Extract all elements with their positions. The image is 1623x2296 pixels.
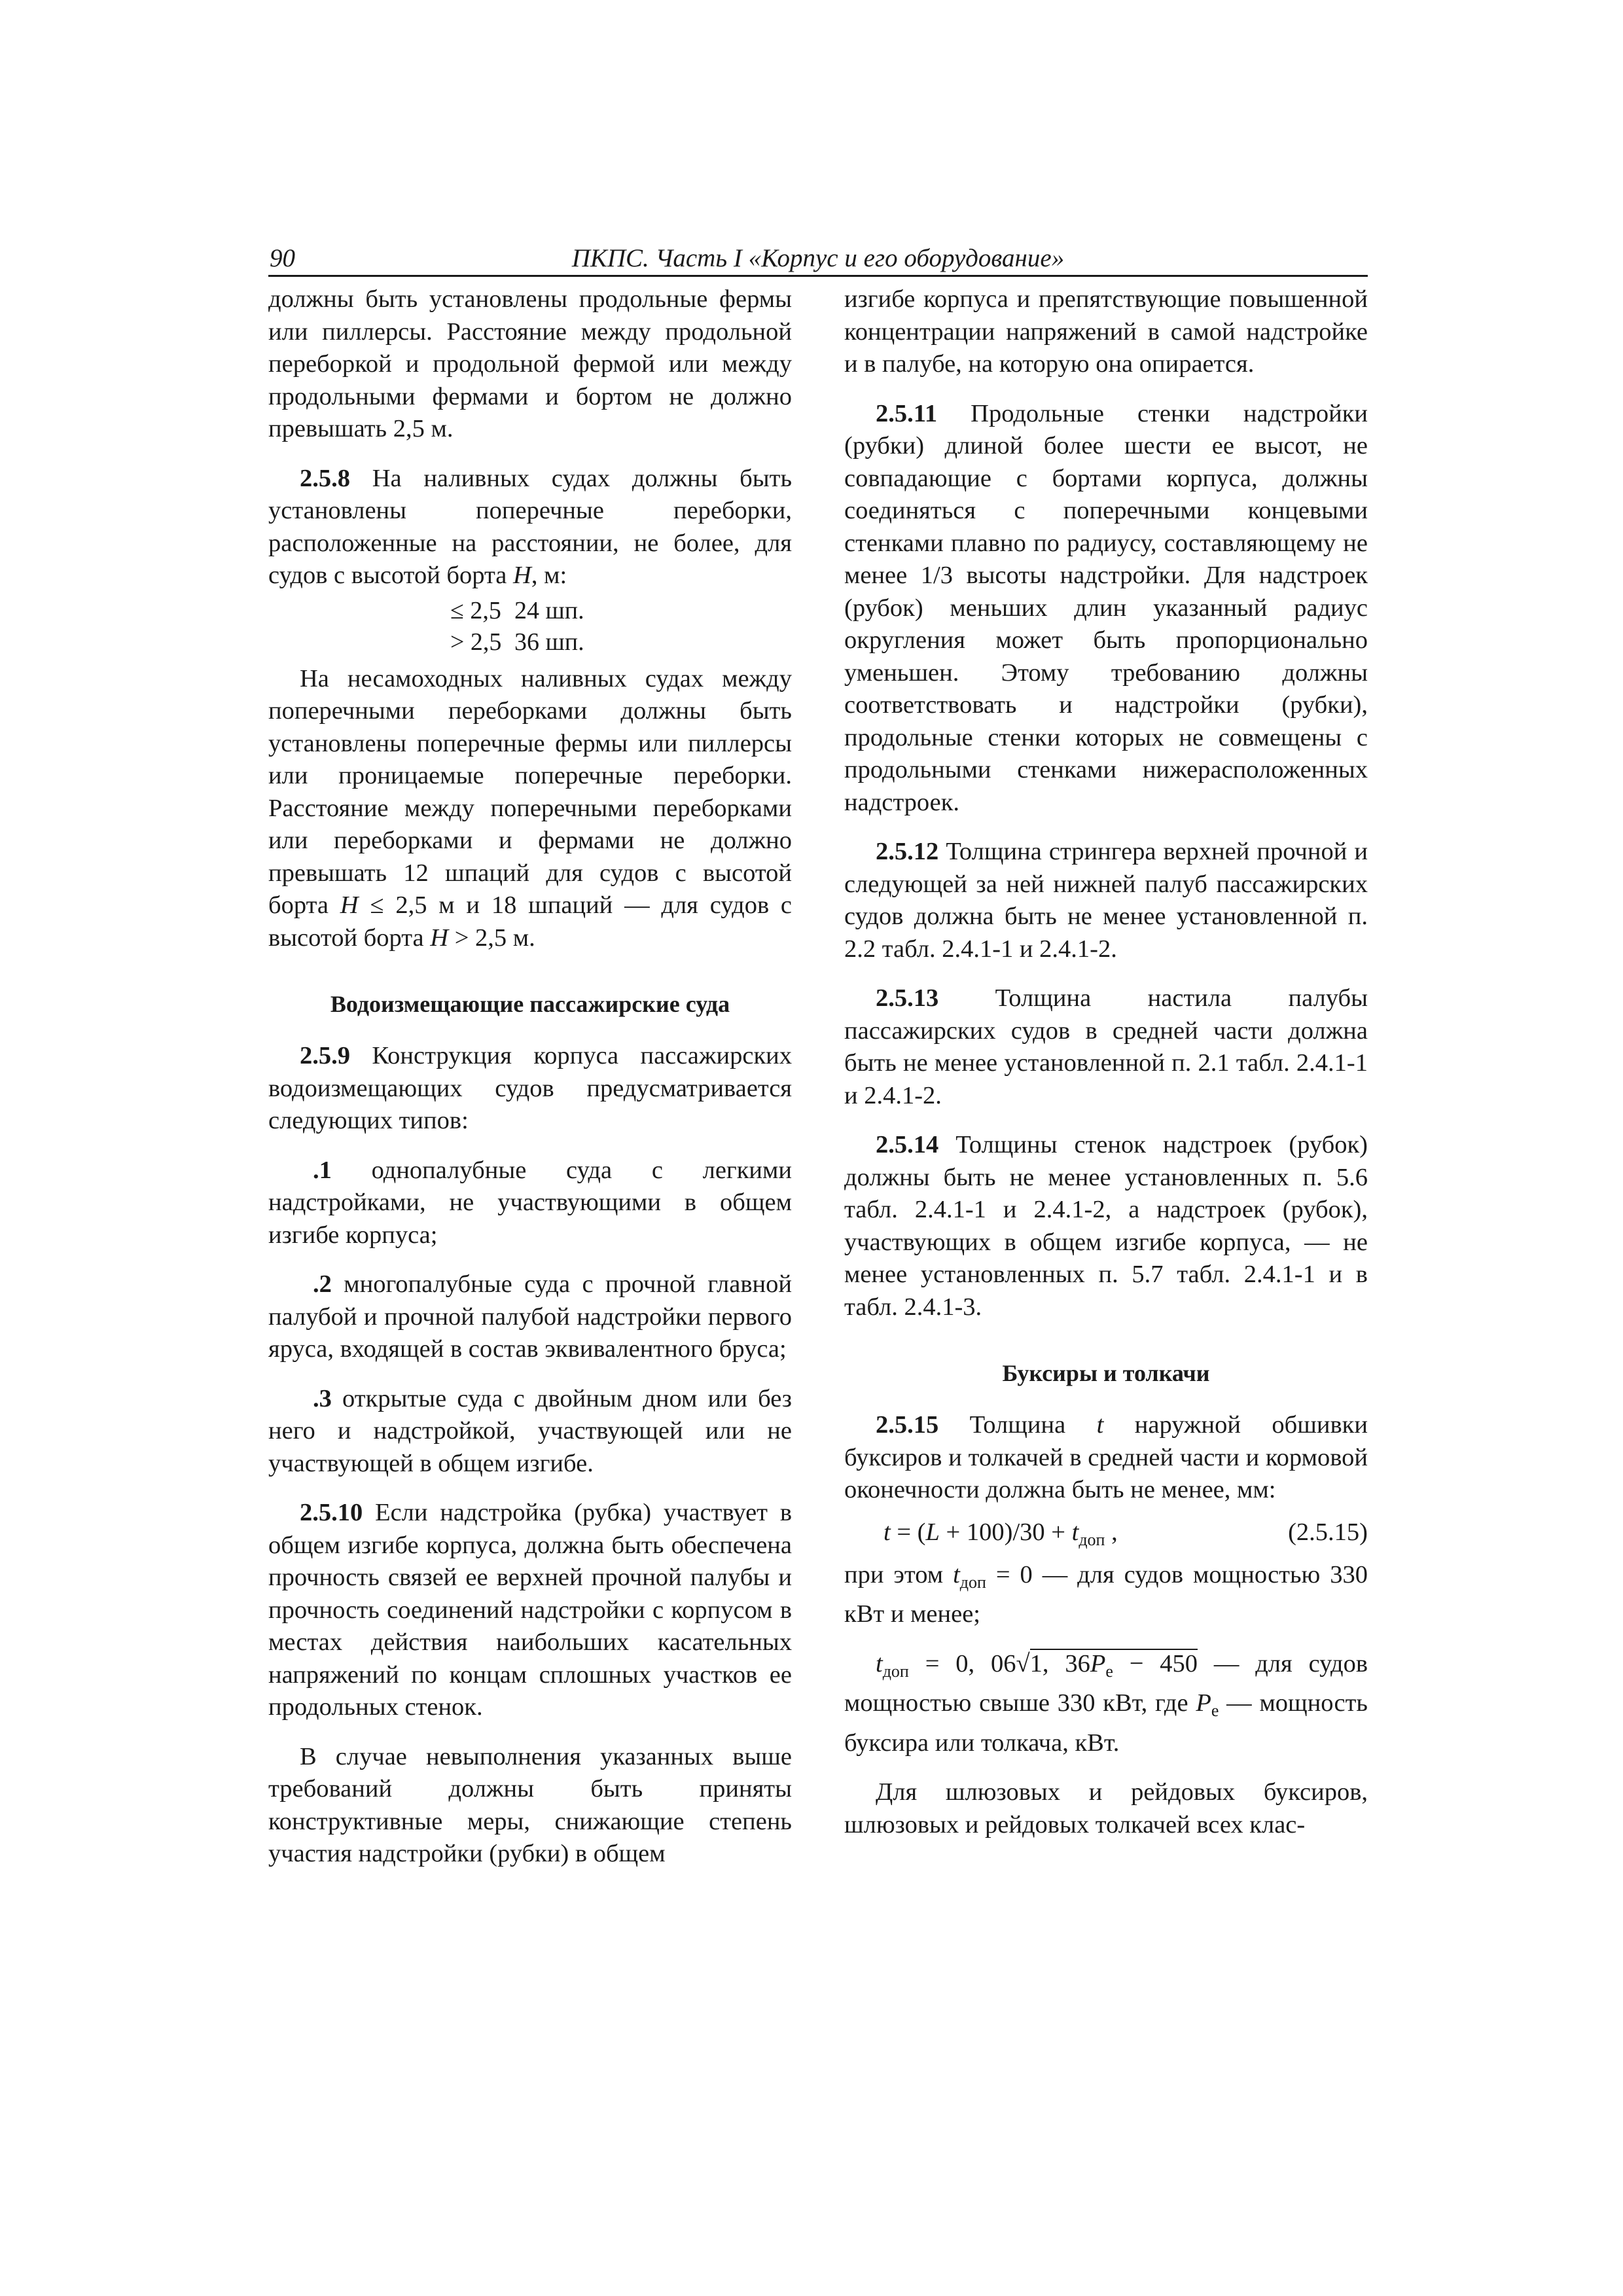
bulkhead-spacing-list [268, 595, 792, 658]
square-root-icon: √ [1016, 1649, 1030, 1677]
list-item: .1 однопалубные суда с легкими надстройками, не участвующими в общем изгибе корпуса; [268, 1156, 792, 1249]
section-number: 2.5.11 [876, 399, 938, 427]
paragraph: при этом $t_{доп} = 0$ — для судов мощностью 330 кВт и менее; [844, 1560, 1368, 1628]
paragraph: изгибе корпуса и препятствующие повышенной концентрации напряжений в самой надстройке и в палубе, на которую она опирается. [844, 285, 1368, 378]
section-number: 2.5.13 [876, 984, 939, 1012]
page-header [268, 243, 1368, 277]
page-number: 90 [270, 244, 295, 272]
paragraph: Для шлюзовых и рейдовых буксиров, шлюзовых и рейдовых толкачей всех клас- [844, 1778, 1368, 1839]
paragraph-2-5-15: 2.5.15 Толщина t наружной обшивки буксиров и толкачей в средней части и кормовой оконечности должна быть не менее, мм: [844, 1411, 1368, 1503]
section-number: 2.5.8 [300, 464, 350, 492]
paragraph-2-5-13: 2.5.13 Толщина настила палубы пассажирских судов в средней части должна быть не менее установленной п. 2.1 табл. 2.4.1-1 и 2.4.1-2. [844, 984, 1368, 1109]
section-number: 2.5.9 [300, 1042, 350, 1069]
formula-2-5-15 [844, 1516, 1368, 1552]
paragraph-2-5-8: 2.5.8 На наливных судах должны быть установлены поперечные переборки, расположенные на расстоянии, не более, для судов с высотой борта H, м: [268, 464, 792, 589]
paragraph: На несамоходных наливных судах между поперечными переборками должны быть установлены поперечные фермы или пиллерсы или проницаемые поперечные переборки. Расстояние между поперечными переборками или переборками и фермами не должно превышать 12 шпаций для судов с высотой борта H ≤ 2,5 м и 18 шпаций — для судов с высотой борта H > 2,5 м. [268, 664, 793, 952]
section-heading: Буксиры и толкачи [1002, 1360, 1210, 1386]
paragraph-2-5-11: 2.5.11 Продольные стенки надстройки (рубки) длиной более шести ее высот, не совпадающие с бортами корпуса, должны соединяться с поперечными концевыми стенками плавно по радиусу, составляющему не менее 1/3 высоты надстройки. Для надстроек (рубок) меньших длин указанный радиус округления может быть пропорционально уменьшен. Этому требованию должны соответствовать и надстройки (рубки), продольные стенки которых не совмещены с продольными стенками нижерасположенных надстроек. [844, 399, 1368, 816]
paragraph: В случае невыполнения указанных выше требований должны быть приняты конструктивные меры, снижающие степень участия надстройки (рубки) в общем [268, 1742, 792, 1867]
section-number: 2.5.12 [876, 838, 939, 865]
paragraph: должны быть установлены продольные фермы или пиллерсы. Расстояние между продольной переборкой и продольной фермой или между продольными фермами и бортом не должно превышать 2,5 м. [268, 285, 792, 442]
running-title: ПКПС. Часть I «Корпус и его оборудование» [571, 244, 1065, 272]
radicand: 1, $36P_e - 450$ [1029, 1649, 1198, 1681]
paragraph-2-5-10: 2.5.10 Если надстройка (рубка) участвует в общем изгибе корпуса, должна быть обеспечена прочность связей ее верхней прочной палубы и прочность соединений надстройки с корпусом в местах действия наибольших касательных напряжений по концам сплошных участков ее продольных стенок. [268, 1499, 792, 1721]
section-heading: Водоизмещающие пассажирские суда [330, 991, 730, 1017]
list-item: > 2,5 36 шп. [450, 628, 584, 656]
paragraph-2-5-14: 2.5.14 Толщины стенок надстроек (рубок) должны быть не менее установленных п. 5.6 табл. 2.4.1-1 и 2.4.1-2, а надстроек (рубок), участвующих в общем изгибе корпуса, — не менее установленных п. 5.7 табл. 2.4.1-1 и в табл. 2.4.1-3. [844, 1131, 1368, 1321]
equation-number: (2.5.15) [1288, 1518, 1368, 1546]
paragraph-2-5-9: 2.5.9 Конструкция корпуса пассажирских водоизмещающих судов предусматривается следующих типов: [268, 1042, 792, 1134]
section-number: 2.5.10 [300, 1499, 363, 1526]
document-page [268, 243, 1368, 1867]
formula-expression: $t = (L + 100)/30 + t_{доп}$ , [883, 1518, 1118, 1549]
paragraph: $t_{доп} = 0$, 06√1, $36P_e - 450$ — для судов мощностью свыше 330 кВт, где $P_e$ — мощность буксира или толкача, кВт. [844, 1649, 1368, 1757]
left-column [268, 283, 792, 1871]
list-item: .3 открытые суда с двойным дном или без него и надстройкой, участвующей или не участвующей в общем изгибе. [268, 1384, 792, 1477]
right-column [844, 283, 1368, 1841]
section-number: 2.5.14 [876, 1131, 939, 1158]
list-item: .2 многопалубные суда с прочной главной палубой и прочной палубой надстройки первого яруса, входящей в состав эквивалентного бруса; [268, 1270, 792, 1363]
paragraph-2-5-12: 2.5.12 Толщина стрингера верхней прочной и следующей за ней нижней палуб пассажирских судов должна быть не менее установленной п. 2.2 табл. 2.4.1-1 и 2.4.1-2. [844, 838, 1368, 963]
section-number: 2.5.15 [876, 1411, 939, 1439]
list-item: ≤ 2,5 24 шп. [450, 596, 584, 624]
